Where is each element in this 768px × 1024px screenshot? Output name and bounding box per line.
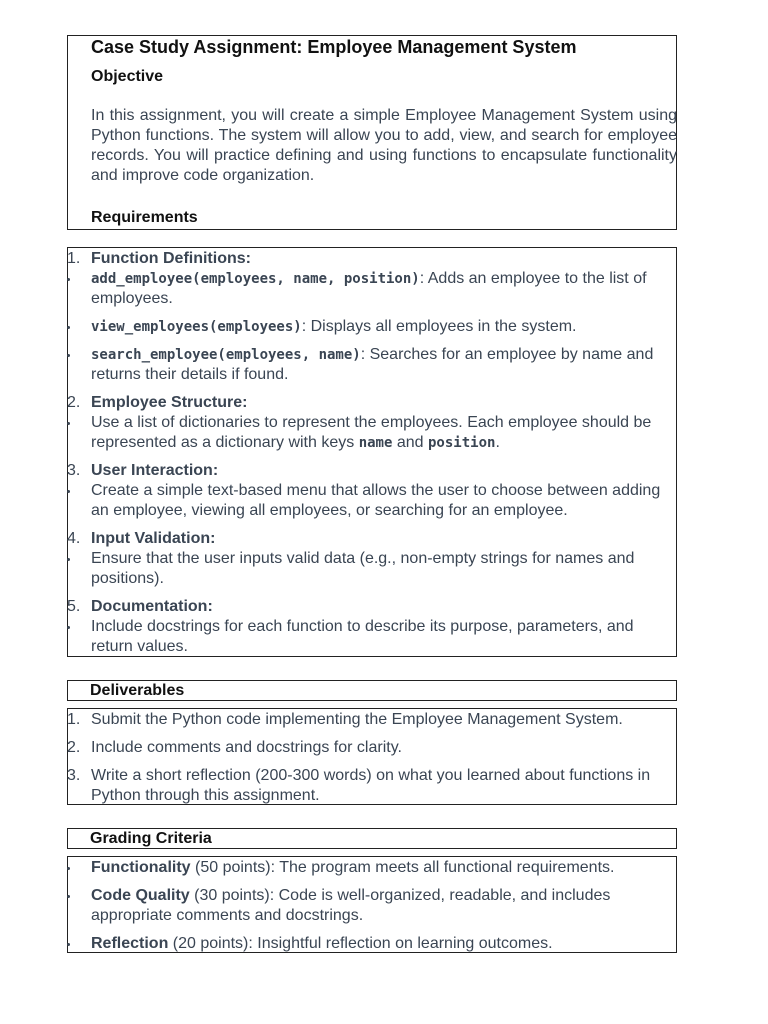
requirement-title: User Interaction: bbox=[91, 462, 219, 479]
bullet-text: : Displays all employees in the system. bbox=[301, 318, 577, 335]
grading-text: (30 points): Code is well-organized, readable, and includes appropriate comments and docstrings. bbox=[91, 887, 611, 924]
list-number: 2. bbox=[67, 739, 81, 756]
code-function-add-employee: add_employee(employees, name, position) bbox=[91, 271, 420, 287]
document-title: Case Study Assignment: Employee Management System bbox=[91, 37, 577, 57]
grading-text: (20 points): Insightful reflection on learning outcomes. bbox=[168, 935, 553, 952]
list-item bbox=[91, 481, 677, 521]
grading-label: Functionality bbox=[91, 859, 191, 876]
grading-list bbox=[67, 856, 677, 953]
requirement-title: Employee Structure: bbox=[91, 394, 248, 411]
list-item bbox=[91, 269, 677, 309]
deliverable-item-2 bbox=[67, 738, 677, 758]
list-number: 1. bbox=[67, 711, 81, 728]
grading-heading: Grading Criteria bbox=[90, 830, 212, 847]
grading-item-functionality bbox=[91, 858, 677, 878]
bullet-text: Create a simple text-based menu that allows the user to choose between adding an employee, viewing all employees, or searching for an employee. bbox=[91, 482, 661, 519]
grading-label: Reflection bbox=[91, 935, 169, 952]
objective-heading: Objective bbox=[91, 68, 164, 85]
bullet-icon bbox=[67, 626, 70, 629]
deliverables-heading: Deliverables bbox=[90, 682, 185, 699]
list-item bbox=[91, 317, 677, 337]
requirement-item-3 bbox=[67, 461, 677, 481]
list-number: 4. bbox=[67, 530, 81, 547]
intro-section bbox=[67, 35, 677, 230]
deliverable-item-3 bbox=[67, 766, 677, 806]
grading-heading-box bbox=[67, 828, 677, 849]
bullet-icon bbox=[67, 943, 70, 946]
grading-item-code-quality bbox=[91, 886, 677, 926]
bullet-text: Use a list of dictionaries to represent the employees. Each employee should be represented as a dictionary with keys bbox=[91, 414, 652, 451]
deliverable-text: Write a short reflection (200-300 words) on what you learned about functions in Python through this assignment. bbox=[91, 767, 651, 804]
bullet-icon bbox=[67, 278, 70, 281]
code-key-position: position bbox=[428, 435, 496, 451]
bullet-text: and bbox=[392, 434, 428, 451]
code-key-name: name bbox=[358, 435, 393, 451]
requirement-item-2 bbox=[67, 393, 677, 413]
requirements-list bbox=[67, 247, 677, 657]
grading-text: (50 points): The program meets all functional requirements. bbox=[190, 859, 615, 876]
deliverable-text: Submit the Python code implementing the Employee Management System. bbox=[91, 711, 623, 728]
list-number: 5. bbox=[67, 598, 81, 615]
bullet-icon bbox=[67, 867, 70, 870]
deliverable-item-1 bbox=[67, 710, 677, 730]
bullet-icon bbox=[67, 558, 70, 561]
bullet-icon bbox=[67, 490, 70, 493]
objective-text: In this assignment, you will create a simple Employee Management System using Python functions. The system will allow you to add, view, and search for employee records. You will practice defining and using functions to encapsulate functionality and improve code organization. bbox=[91, 107, 677, 184]
requirement-title: Function Definitions: bbox=[91, 250, 251, 267]
code-function-search-employee: search_employee(employees, name) bbox=[91, 347, 361, 363]
requirement-item-4 bbox=[67, 529, 677, 549]
deliverables-heading-box bbox=[67, 680, 677, 701]
requirement-item-1 bbox=[67, 249, 677, 269]
requirement-title: Input Validation: bbox=[91, 530, 216, 547]
list-number: 3. bbox=[67, 767, 81, 784]
list-number: 3. bbox=[67, 462, 81, 479]
requirement-item-5 bbox=[67, 597, 677, 617]
requirements-heading: Requirements bbox=[91, 209, 198, 226]
bullet-text: : Adds an employee to the list of employees. bbox=[91, 270, 647, 307]
list-number: 1. bbox=[67, 250, 81, 267]
bullet-icon bbox=[67, 354, 70, 357]
requirement-title: Documentation: bbox=[91, 598, 213, 615]
deliverables-list bbox=[67, 708, 677, 805]
bullet-text: Include docstrings for each function to describe its purpose, parameters, and return values. bbox=[91, 618, 634, 655]
code-function-view-employees: view_employees(employees) bbox=[91, 319, 302, 335]
list-item bbox=[91, 549, 677, 589]
list-item bbox=[91, 345, 677, 385]
list-item bbox=[91, 617, 677, 657]
grading-label: Code Quality bbox=[91, 887, 190, 904]
list-item bbox=[91, 413, 677, 453]
deliverable-text: Include comments and docstrings for clarity. bbox=[91, 739, 402, 756]
bullet-text: Ensure that the user inputs valid data (e.g., non-empty strings for names and positions). bbox=[91, 550, 635, 587]
bullet-icon bbox=[67, 422, 70, 425]
bullet-text: : Searches for an employee by name and returns their details if found. bbox=[91, 346, 654, 383]
bullet-text: . bbox=[495, 434, 500, 451]
list-number: 2. bbox=[67, 394, 81, 411]
bullet-icon bbox=[67, 895, 70, 898]
bullet-icon bbox=[67, 326, 70, 329]
grading-item-reflection bbox=[91, 934, 677, 954]
